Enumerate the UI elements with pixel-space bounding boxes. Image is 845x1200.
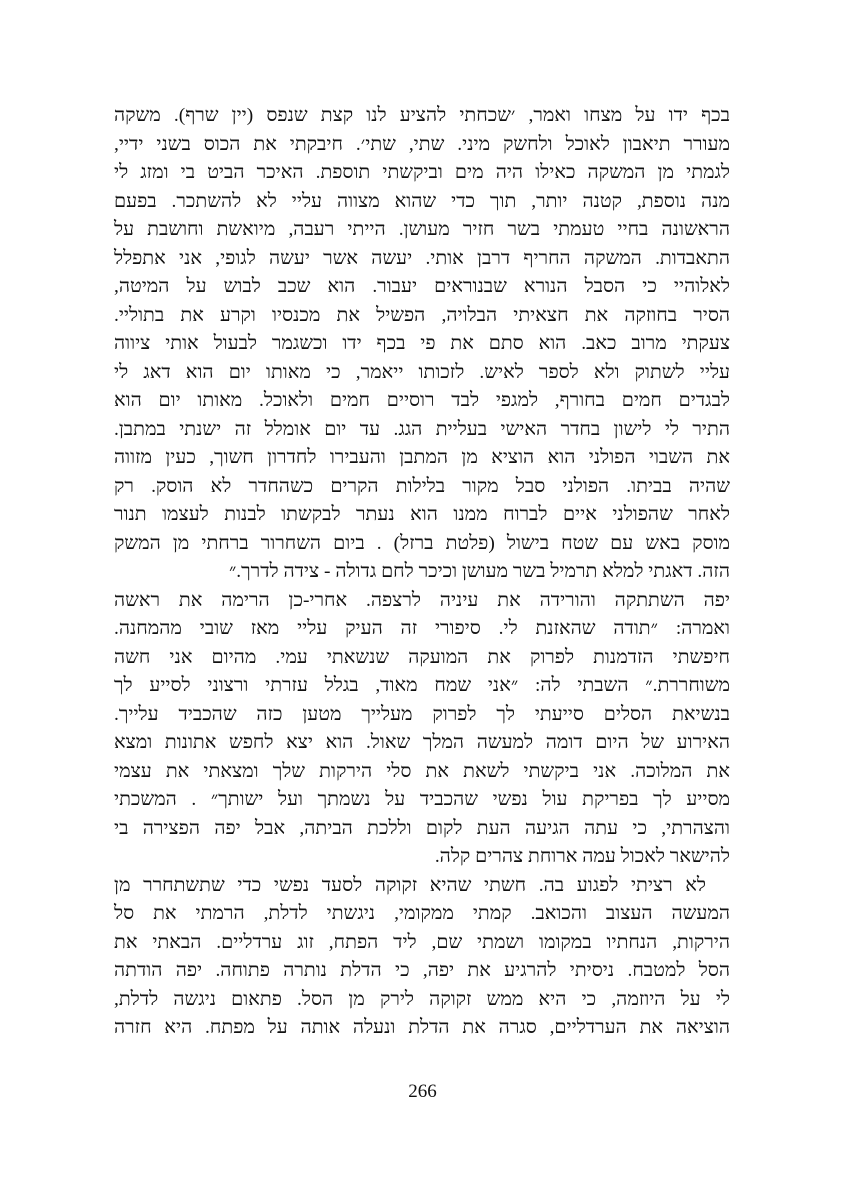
- text-line: לאלוהיי כי הסבל הנורא שבנוראים יעבור. הוא שכב לבוש על המיטה,: [114, 276, 730, 297]
- text-line: שהיה בביתו. הפולני סבל מקור בלילות הקרים כשהחדר לא הוסק. רק: [114, 475, 730, 497]
- text-line: המעשה העצוב והכואב. קמתי ממקומי, ניגשתי לדלת, הרמתי את סל: [114, 903, 730, 924]
- page-number: 266: [408, 1081, 437, 1102]
- text-line: חיפשתי הזדמנות לפרוק את המועקה שנשאתי עמי. מהיום אני חשה: [114, 646, 730, 668]
- text-line: לבגדים חמים בחורף, למגפי לבד רוסיים חמים ולאוכל. מאותו יום הוא: [114, 390, 730, 411]
- text-line: צעקתי מרוב כאב. הוא סתם את פי בכף ידו וכשגמר לבעול אותי ציווה: [114, 333, 730, 354]
- text-line: לא רציתי לפגוע בה. חשתי שהיא זקוקה לסעד נפשי כדי שתשתחרר מן: [114, 874, 706, 896]
- text-line: התיר לי לישון בחדר האישי בעליית הגג. עד יום אומלל זה ישנתי במתבן.: [114, 418, 730, 440]
- text-line: הירקות, הנחתיו במקומו ושמתי שם, ליד הפתח, זוג ערדליים. הבאתי את: [114, 931, 730, 953]
- text-line: להישאר לאכול עמה ארוחת צהרים קלה.: [434, 846, 730, 867]
- text-line: האירוע של היום דומה למעשה המלך שאול. הוא יצא לחפש אתונות ומצא: [114, 732, 730, 753]
- text-line: את השבוי הפולני הוא הוציא מן המתבן והעבירו לחדרון חשוך, כעין מזווה: [114, 447, 730, 468]
- paragraph-1: [114, 102, 730, 872]
- text-line: הראשונה בחיי טעמתי בשר חזיר מעושן. הייתי רעבה, מיואשת וחושבת על: [114, 219, 730, 240]
- text-line: לגמתי מן המשקה כאילו היה מים וביקשתי תוספת. האיכר הביט בי ומזג לי: [114, 162, 730, 183]
- text-line: הזה. דאגתי למלא תרמיל בשר מעושן וכיכר לחם גדולה - צידה לדרך.״: [228, 561, 730, 582]
- text-line: הסל למטבח. ניסיתי להרגיע את יפה, כי הדלת נותרה פתוחה. יפה הודתה: [114, 960, 730, 981]
- text-line: מוסק באש עם שטח בישול (פלטת ברזל) . ביום השחרור ברחתי מן המשק: [114, 532, 730, 554]
- text-line: ואמרה: ״תודה שהאזנת לי. סיפורי זה העיק עליי מאז שובי מהמחנה.: [114, 618, 730, 639]
- text-line: הסיר בחוזקה את חצאיתי הבלויה, הפשיל את מכנסיו וקרע את בתוליי.: [114, 304, 730, 326]
- text-line: משוחררת.״ השבתי לה: ״אני שמח מאוד, בגלל עזרתי ורצוני לסייע לך: [114, 675, 730, 696]
- text-line: עליי לשתוק ולא לספר לאיש. לזכותו ייאמר, כי מאותו יום הוא דאג לי: [114, 361, 730, 383]
- text-line: הוציאה את הערדליים, סגרה את הדלת ונעלה אותה על מפתח. היא חזרה: [114, 1017, 730, 1038]
- body-text: [114, 102, 730, 1043]
- text-line: מנה נוספת, קטנה יותר, תוך כדי שהוא מצווה עליי לא להשתכר. בפעם: [114, 190, 730, 212]
- text-line: מעורר תיאבון לאוכל ולחשק מיני. שתי, שתי׳. חיבקתי את הכוס בשני ידיי,: [114, 133, 730, 155]
- text-line: יפה השתתקה והורידה את עיניה לרצפה. אחרי-כן הרימה את ראשה: [114, 589, 730, 611]
- text-line: את המלוכה. אני ביקשתי לשאת את סלי הירקות שלך ומצאתי את עצמי: [114, 760, 730, 782]
- text-line: והצהרתי, כי עתה הגיעה העת לקום וללכת הביתה, אבל יפה הפצירה בי: [114, 817, 730, 839]
- paragraph-2: [114, 872, 730, 1043]
- text-line: לאחר שהפולני איים לברוח ממנו הוא נעתר לבקשתו לבנות לעצמו תנור: [114, 504, 730, 525]
- text-line: בנשיאת הסלים סייעתי לך לפרוק מעלייך מטען כזה שהכביד עלייך.: [114, 703, 730, 725]
- text-line: לי על היוזמה, כי היא ממש זקוקה לירק מן הסל. פתאום ניגשה לדלת,: [114, 988, 730, 1010]
- text-line: מסייע לך בפריקת עול נפשי שהכביד על נשמתך ועל ישותך״ . המשכתי: [114, 789, 730, 810]
- text-line: בכף ידו על מצחו ואמר, ׳שכחתי להציע לנו קצת שנפס (יין שרף). משקה: [114, 105, 730, 126]
- text-line: התאבדות. המשקה החריף דרבן אותי. יעשה אשר יעשה לגופי, אני אתפלל: [114, 247, 730, 269]
